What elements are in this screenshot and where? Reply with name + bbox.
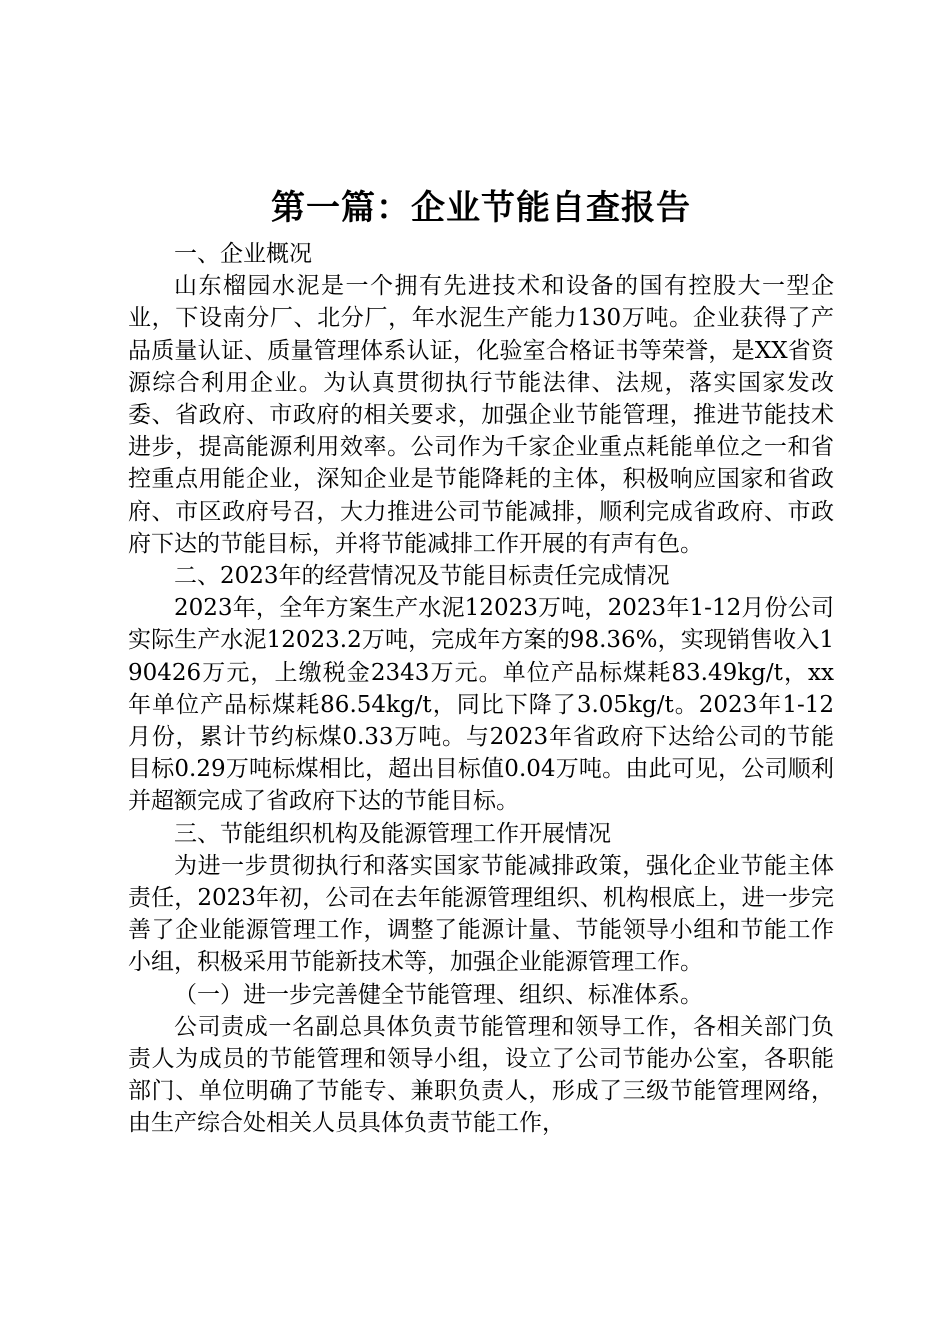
section-heading-1: 一、企业概况 [174, 241, 312, 267]
paragraph-1: 山东榴园水泥是一个拥有先进技术和设备的国有控股大一型企业，下设南分厂、北分厂，年水泥生产能力130万吨。企业获得了产品质量认证、质量管理体系认证，化验室合格证书等荣誉，是XX省资源综合利用企业。为认真贯彻执行节能法律、法规，落实国家发改委、省政府、市政府的相关要求，加强企业节能管理，推进节能技术进步，提高能源利用效率。公司作为千家企业重点耗能单位之一和省控重点用能企业，深知企业是节能降耗的主体，积极响应国家和省政府、市区政府号召，大力推进公司节能减排，顺利完成省政府、市政府下达的节能目标，并将节能减排工作开展的有声有色。 [128, 273, 834, 557]
paragraph-2: 2023年，全年方案生产水泥12023万吨，2023年1-12月份公司实际生产水泥12023.2万吨，完成年方案的98.36%，实现销售收入190426万元，上缴税金2343万元。单位产品标煤耗83.49kg/t，xx年单位产品标煤耗86.54kg/t，同比下降了3.05kg/t。2023年1-12月份，累计节约标煤0.33万吨。与2023年省政府下达给公司的节能目标0.29万吨标煤相比，超出目标值0.04万吨。由此可见，公司顺利并超额完成了省政府下达的节能目标。 [128, 595, 834, 815]
document-title: 第一篇：企业节能自查报告 [271, 188, 691, 228]
section-heading-2: 二、2023年的经营情况及节能目标责任完成情况 [174, 563, 670, 590]
paragraph-3: 为进一步贯彻执行和落实国家节能减排政策，强化企业节能主体责任，2023年初，公司在去年能源管理组织、机构根底上，进一步完善了企业能源管理工作，调整了能源计量、节能领导小组和节能工作小组，积极采用节能新技术等，加强企业能源管理工作。 [128, 852, 834, 976]
paragraph-4: 公司责成一名副总具体负责节能管理和领导工作，各相关部门负责人为成员的节能管理和领导小组，设立了公司节能办公室，各职能部门、单位明确了节能专、兼职负责人，形成了三级节能管理网络，由生产综合处相关人员具体负责节能工作， [128, 1013, 834, 1137]
document-page [128, 180, 834, 1140]
subsection-heading-1: （一）进一步完善健全节能管理、组织、标准体系。 [174, 981, 703, 1008]
section-heading-3: 三、节能组织机构及能源管理工作开展情况 [174, 820, 611, 847]
